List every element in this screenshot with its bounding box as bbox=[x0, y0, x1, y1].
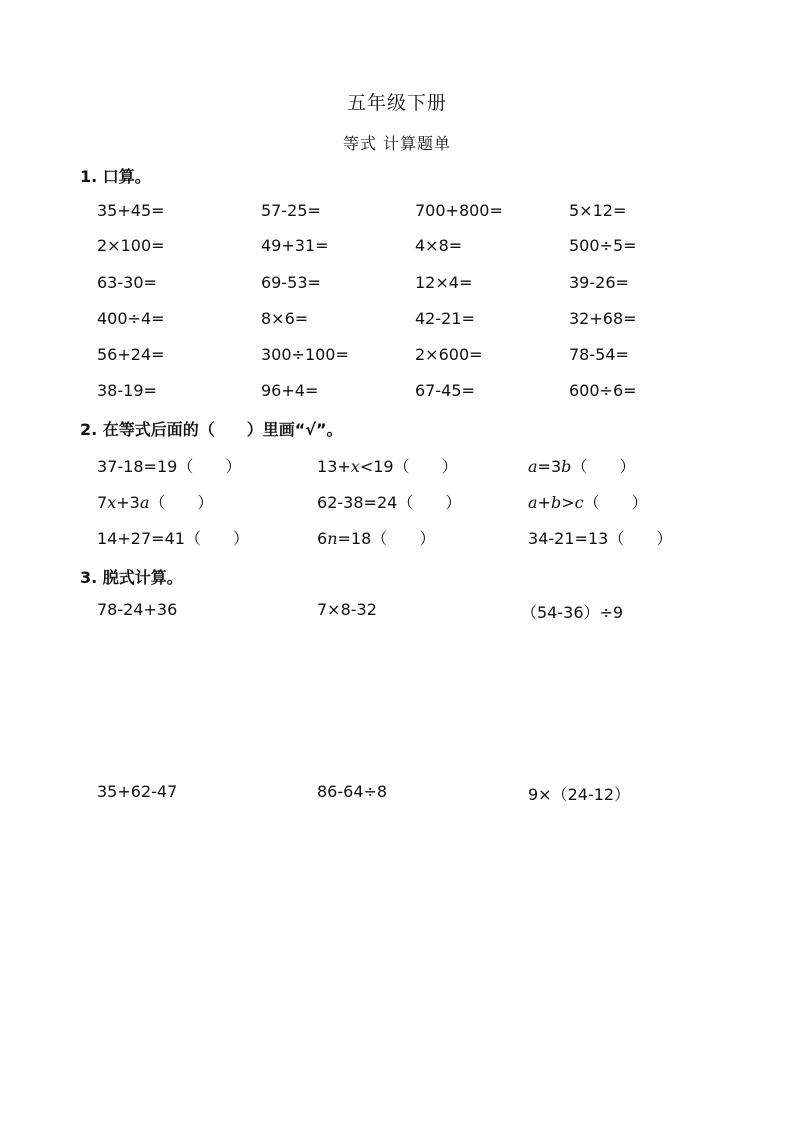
section-3-heading: 3. 脱式计算。 bbox=[80, 568, 183, 587]
oral-problem: 400÷4= bbox=[97, 309, 165, 328]
oral-problem: 63-30= bbox=[97, 273, 157, 292]
step-calculation-problem: 78-24+36 bbox=[97, 600, 178, 619]
oral-problem: 4×8= bbox=[415, 236, 463, 255]
step-calculation-problem: 35+62-47 bbox=[97, 782, 178, 801]
equation-check-item: a=3b（ ） bbox=[528, 457, 636, 476]
oral-problem: 49+31= bbox=[261, 236, 329, 255]
oral-problem: 69-53= bbox=[261, 273, 321, 292]
equation-check-item: 6n=18（ ） bbox=[317, 529, 436, 548]
oral-problem: 38-19= bbox=[97, 381, 157, 400]
oral-problem: 35+45= bbox=[97, 201, 165, 220]
oral-problem: 700+800= bbox=[415, 201, 503, 220]
step-calculation-problem: 9×（24-12） bbox=[528, 785, 631, 804]
equation-check-item: 34-21=13（ ） bbox=[528, 529, 673, 548]
oral-problem: 2×100= bbox=[97, 236, 165, 255]
oral-problem: 67-45= bbox=[415, 381, 475, 400]
oral-problem: 96+4= bbox=[261, 381, 319, 400]
equation-check-item: 62-38=24（ ） bbox=[317, 493, 462, 512]
oral-problem: 600÷6= bbox=[569, 381, 637, 400]
oral-problem: 5×12= bbox=[569, 201, 627, 220]
page-subtitle: 等式 计算题单 bbox=[342, 134, 452, 153]
oral-problem: 56+24= bbox=[97, 345, 165, 364]
oral-problem: 8×6= bbox=[261, 309, 309, 328]
section-1-heading: 1. 口算。 bbox=[80, 167, 151, 186]
equation-check-item: a+b>c（ ） bbox=[528, 493, 648, 512]
equation-check-item: 14+27=41（ ） bbox=[97, 529, 249, 548]
step-calculation-problem: 7×8-32 bbox=[317, 600, 377, 619]
equation-check-item: 37-18=19（ ） bbox=[97, 457, 242, 476]
oral-problem: 300÷100= bbox=[261, 345, 349, 364]
step-calculation-problem: （54-36）÷9 bbox=[521, 603, 624, 622]
oral-problem: 39-26= bbox=[569, 273, 629, 292]
equation-check-item: 7x+3a（ ） bbox=[97, 493, 214, 512]
oral-problem: 32+68= bbox=[569, 309, 637, 328]
oral-problem: 78-54= bbox=[569, 345, 629, 364]
section-2-heading: 2. 在等式后面的（ ）里画“√”。 bbox=[80, 420, 343, 439]
equation-check-item: 13+x<19（ ） bbox=[317, 457, 458, 476]
page-title: 五年级下册 bbox=[346, 92, 447, 114]
oral-problem: 500÷5= bbox=[569, 236, 637, 255]
step-calculation-problem: 86-64÷8 bbox=[317, 782, 388, 801]
oral-problem: 12×4= bbox=[415, 273, 473, 292]
oral-problem: 57-25= bbox=[261, 201, 321, 220]
oral-problem: 42-21= bbox=[415, 309, 475, 328]
oral-problem: 2×600= bbox=[415, 345, 483, 364]
